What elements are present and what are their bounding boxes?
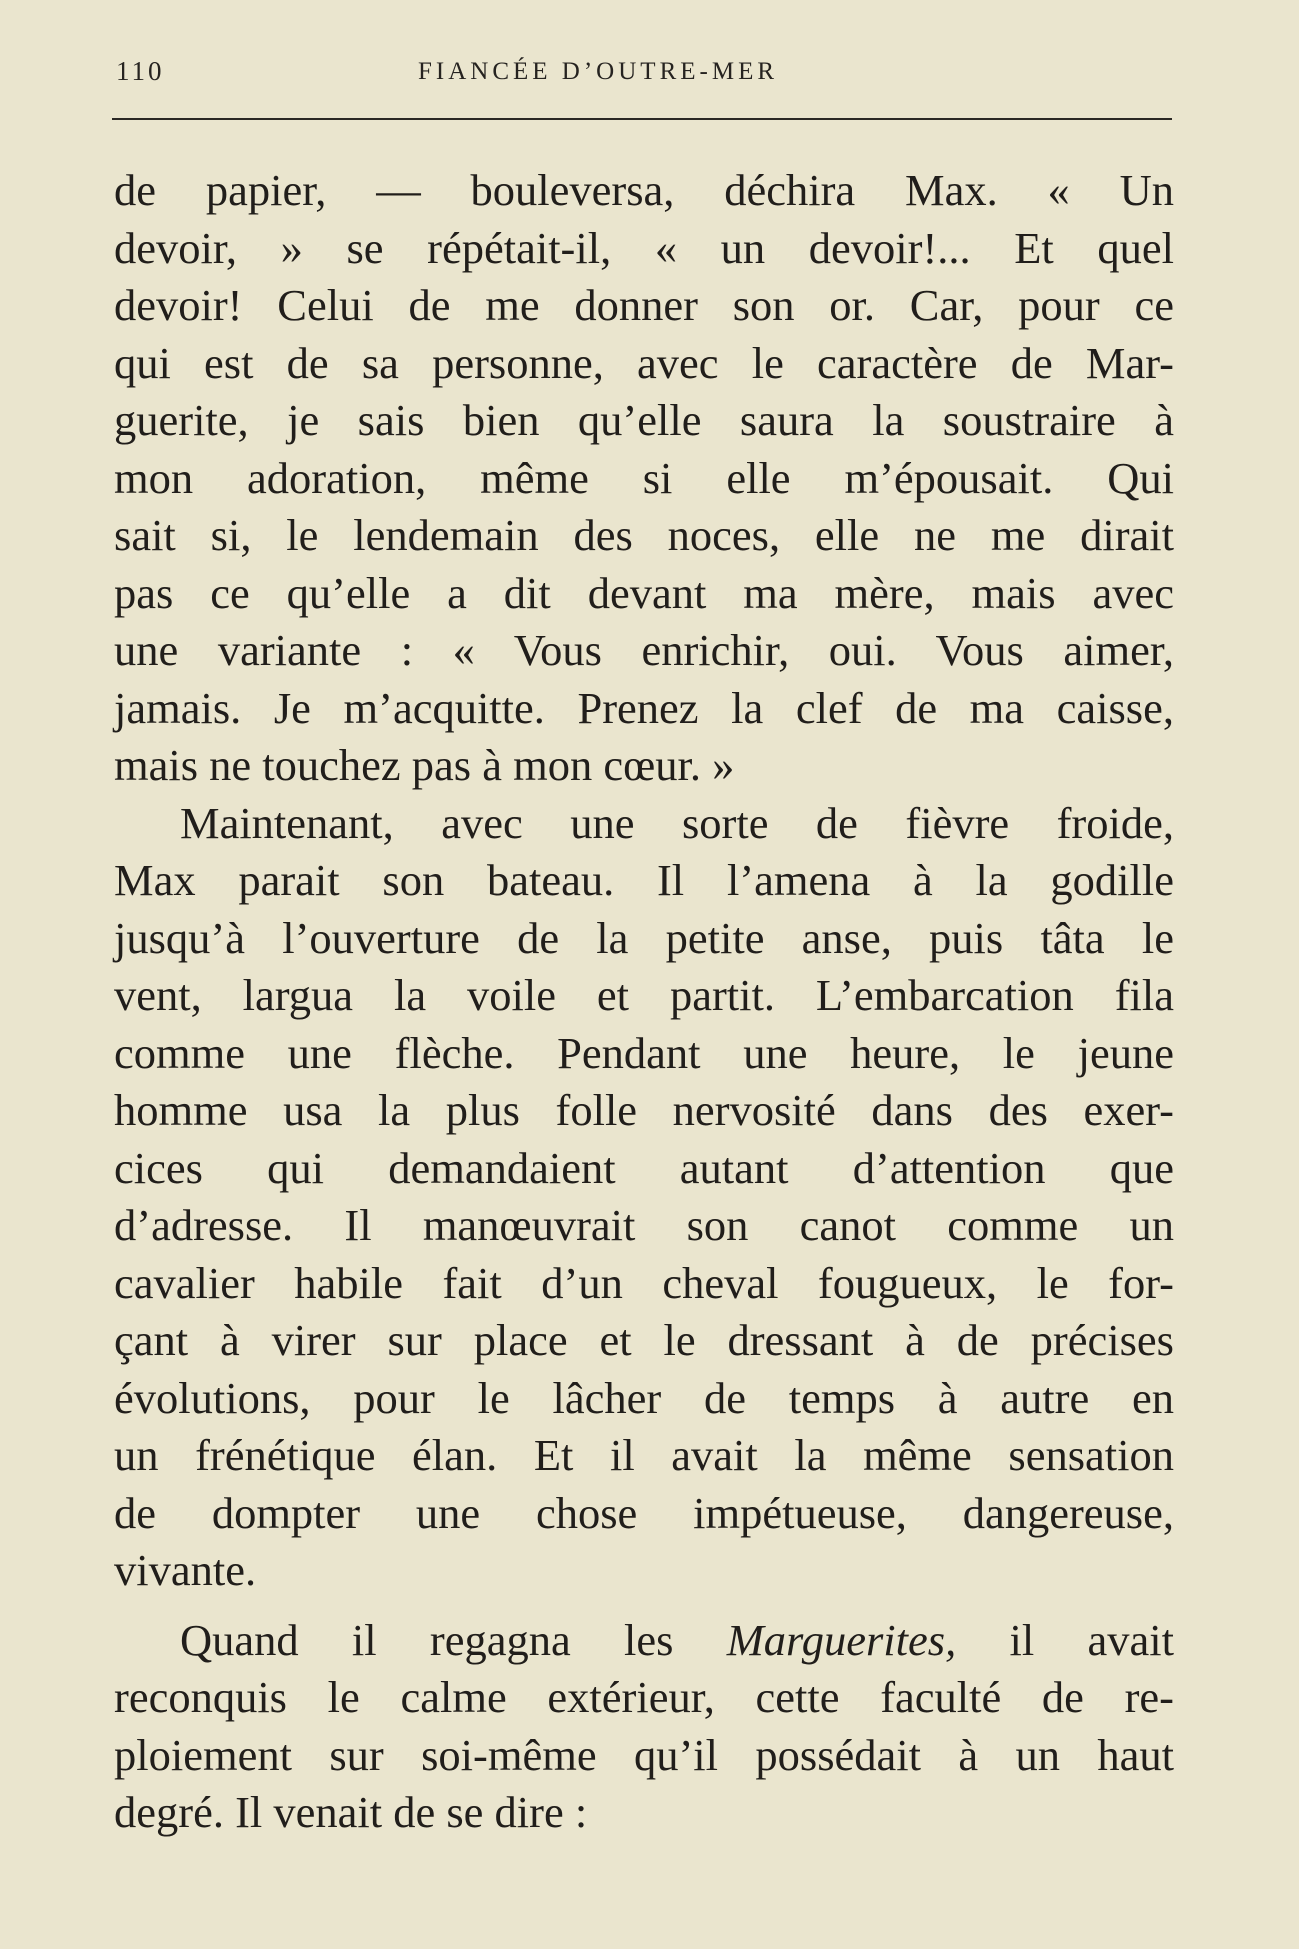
text-line: homme usa la plus folle nervosité dans des exer- xyxy=(114,1085,1174,1135)
text-line: Maintenant, avec une sorte de fièvre froide, xyxy=(180,797,1174,848)
paragraph-2 xyxy=(114,795,1174,1600)
text-line xyxy=(114,1612,1174,1670)
page-number: 110 xyxy=(116,56,165,86)
text-line: çant à virer sur place et le dressant à de précises xyxy=(114,1315,1174,1365)
text-line: vivante. xyxy=(114,1545,257,1595)
text-run: il avait xyxy=(956,1614,1174,1665)
text-line: devoir, » se répétait-il, « un devoir!... Et quel xyxy=(114,222,1174,273)
text-line: comme une flèche. Pendant une heure, le jeune xyxy=(114,1027,1174,1078)
header-rule xyxy=(112,118,1172,120)
text-line: de dompter une chose impétueuse, dangereuse, xyxy=(114,1487,1174,1538)
body-text xyxy=(114,162,1174,1842)
text-line: cavalier habile fait d’un cheval fougueux, le for- xyxy=(114,1257,1174,1308)
text-line: reconquis le calme extérieur, cette faculté de re- xyxy=(114,1672,1174,1722)
text-line: qui est de sa personne, avec le caractère de Mar- xyxy=(114,337,1174,388)
text-line: mon adoration, même si elle m’épousait. Qui xyxy=(114,452,1174,503)
text-line: Max parait son bateau. Il l’amena à la godille xyxy=(114,855,1174,905)
paragraph-3 xyxy=(114,1612,1174,1842)
text-line: évolutions, pour le lâcher de temps à autre en xyxy=(114,1372,1174,1423)
text-line: de papier, — bouleversa, déchira Max. « Un xyxy=(114,165,1174,215)
text-line: une variante : « Vous enrichir, oui. Vous aimer, xyxy=(114,625,1174,675)
paragraph-1 xyxy=(114,162,1174,795)
text-line: sait si, le lendemain des noces, elle ne me dirait xyxy=(114,510,1174,560)
paragraph-spacing xyxy=(114,1600,1174,1612)
text-line: ploiement sur soi-même qu’il possédait à un haut xyxy=(114,1729,1174,1780)
text-line: d’adresse. Il manœuvrait son canot comme un xyxy=(114,1200,1174,1250)
page-header xyxy=(112,50,1174,110)
text-line: un frénétique élan. Et il avait la même sensation xyxy=(114,1430,1174,1480)
text-line: jamais. Je m’acquitte. Prenez la clef de ma caisse, xyxy=(114,682,1174,733)
text-line: vent, largua la voile et partit. L’embarcation fila xyxy=(114,970,1174,1020)
text-line: mais ne touchez pas à mon cœur. » xyxy=(114,740,735,790)
text-line: cices qui demandaient autant d’attention que xyxy=(114,1142,1174,1193)
text-line: jusqu’à l’ouverture de la petite anse, puis tâta le xyxy=(114,912,1174,963)
text-line: guerite, je sais bien qu’elle saura la soustraire à xyxy=(114,395,1174,445)
text-line: degré. Il venait de se dire : xyxy=(114,1787,588,1837)
running-title: FIANCÉE D’OUTRE-MER xyxy=(418,58,779,85)
text-line: devoir! Celui de me donner son or. Car, pour ce xyxy=(114,280,1174,330)
text-line: pas ce qu’elle a dit devant ma mère, mais avec xyxy=(114,567,1174,618)
text-run: Quand il regagna les xyxy=(180,1614,727,1665)
italic-title: Marguerites, xyxy=(726,1614,957,1665)
